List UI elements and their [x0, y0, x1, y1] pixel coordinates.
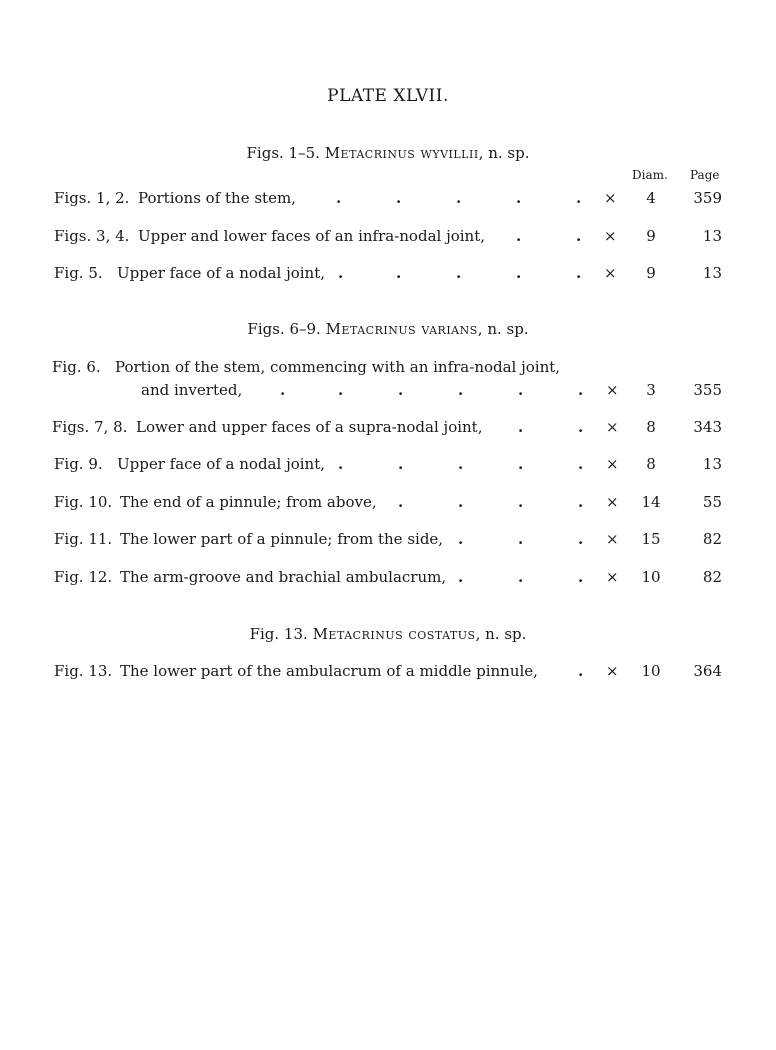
page-number: 343 — [693, 418, 722, 436]
times-sign: × — [606, 662, 619, 680]
entry-row — [0, 493, 776, 515]
diameter-value: 9 — [646, 227, 656, 245]
section-genus: Metacrinus wyvillii — [324, 144, 479, 162]
diameter-value: 14 — [641, 493, 661, 511]
diameter-value: 9 — [646, 264, 656, 282]
entry-row — [0, 418, 776, 440]
times-sign: × — [606, 381, 619, 399]
times-sign: × — [604, 189, 617, 207]
entry-row — [0, 189, 776, 211]
page-number: 82 — [702, 568, 722, 586]
page-number: 13 — [702, 455, 722, 473]
section-prefix: Figs. 1–5. — [246, 144, 320, 162]
leader-dots: . . — [518, 418, 584, 436]
figure-description: Upper face of a nodal joint, — [117, 455, 326, 473]
page-number: 13 — [702, 227, 722, 245]
figure-description: Upper face of a nodal joint, — [117, 264, 326, 282]
figure-description: Portion of the stem, commencing with an infra-nodal joint, — [115, 358, 561, 376]
leader-dots: . . . . . — [338, 455, 584, 473]
leader-dots: . . . — [458, 568, 584, 586]
times-sign: × — [604, 264, 617, 282]
entry-row — [0, 455, 776, 477]
column-header-page: Page — [690, 168, 720, 182]
diameter-value: 3 — [646, 381, 656, 399]
leader-dots: . . . — [458, 530, 584, 548]
figure-ref: Fig. 5. — [54, 264, 103, 282]
diameter-value: 8 — [646, 455, 656, 473]
diameter-value: 15 — [641, 530, 661, 548]
page-number: 13 — [702, 264, 722, 282]
plate-title: PLATE XLVII. — [327, 86, 449, 106]
times-sign: × — [606, 493, 619, 511]
figure-ref: Fig. 11. — [54, 530, 113, 548]
figure-ref: Figs. 1, 2. — [54, 189, 130, 207]
figure-ref: Fig. 13. — [54, 662, 113, 680]
diameter-value: 4 — [646, 189, 656, 207]
figure-description: Lower and upper faces of a supra-nodal joint, — [136, 418, 483, 436]
section-prefix: Figs. 6–9. — [247, 320, 321, 338]
diameter-value: 8 — [646, 418, 656, 436]
entry-row — [0, 530, 776, 552]
section-heading-2 — [0, 320, 776, 338]
leader-dots: . . — [516, 227, 582, 245]
figure-description: The lower part of the ambulacrum of a middle pinnule, — [120, 662, 538, 680]
diameter-value: 10 — [641, 568, 661, 586]
column-header-diam: Diam. — [632, 168, 668, 182]
entry-row-continued — [0, 381, 776, 403]
figure-description-continued: and inverted, — [141, 381, 243, 399]
section-prefix: Fig. 13. — [249, 625, 308, 643]
page-number: 55 — [702, 493, 722, 511]
section-suffix: , n. sp. — [478, 144, 530, 162]
figure-ref: Fig. 10. — [54, 493, 113, 511]
times-sign: × — [604, 227, 617, 245]
page-number: 359 — [693, 189, 722, 207]
leader-dots: . . . . . — [338, 264, 582, 282]
figure-ref: Fig. 9. — [54, 455, 103, 473]
entry-row — [0, 264, 776, 286]
entry-row — [0, 568, 776, 590]
entry-row — [0, 358, 776, 380]
leader-dots: . . . . . . — [280, 381, 584, 399]
leader-dots: . . . . — [398, 493, 584, 511]
entry-row — [0, 227, 776, 249]
figure-description: Portions of the stem, — [138, 189, 296, 207]
figure-description: The lower part of a pinnule; from the side, — [120, 530, 444, 548]
figure-description: The arm-groove and brachial ambulacrum, — [120, 568, 447, 586]
section-heading-3 — [0, 625, 776, 643]
section-suffix: , n. sp. — [475, 625, 527, 643]
figure-ref: Fig. 6. — [52, 358, 101, 376]
page-number: 364 — [693, 662, 722, 680]
times-sign: × — [606, 455, 619, 473]
section-genus: Metacrinus costatus — [312, 625, 476, 643]
figure-ref: Figs. 3, 4. — [54, 227, 130, 245]
times-sign: × — [606, 568, 619, 586]
leader-dots: . . . . . — [336, 189, 582, 207]
entry-row — [0, 662, 776, 684]
figure-ref: Fig. 12. — [54, 568, 113, 586]
section-heading-1 — [0, 144, 776, 162]
times-sign: × — [606, 530, 619, 548]
diameter-value: 10 — [641, 662, 661, 680]
section-genus: Metacrinus varians — [325, 320, 478, 338]
leader-dots: . — [578, 662, 584, 680]
figure-description: The end of a pinnule; from above, — [120, 493, 377, 511]
page-number: 82 — [702, 530, 722, 548]
section-suffix: , n. sp. — [477, 320, 529, 338]
times-sign: × — [606, 418, 619, 436]
figure-ref: Figs. 7, 8. — [52, 418, 128, 436]
page-number: 355 — [693, 381, 722, 399]
figure-description: Upper and lower faces of an infra-nodal joint, — [138, 227, 486, 245]
